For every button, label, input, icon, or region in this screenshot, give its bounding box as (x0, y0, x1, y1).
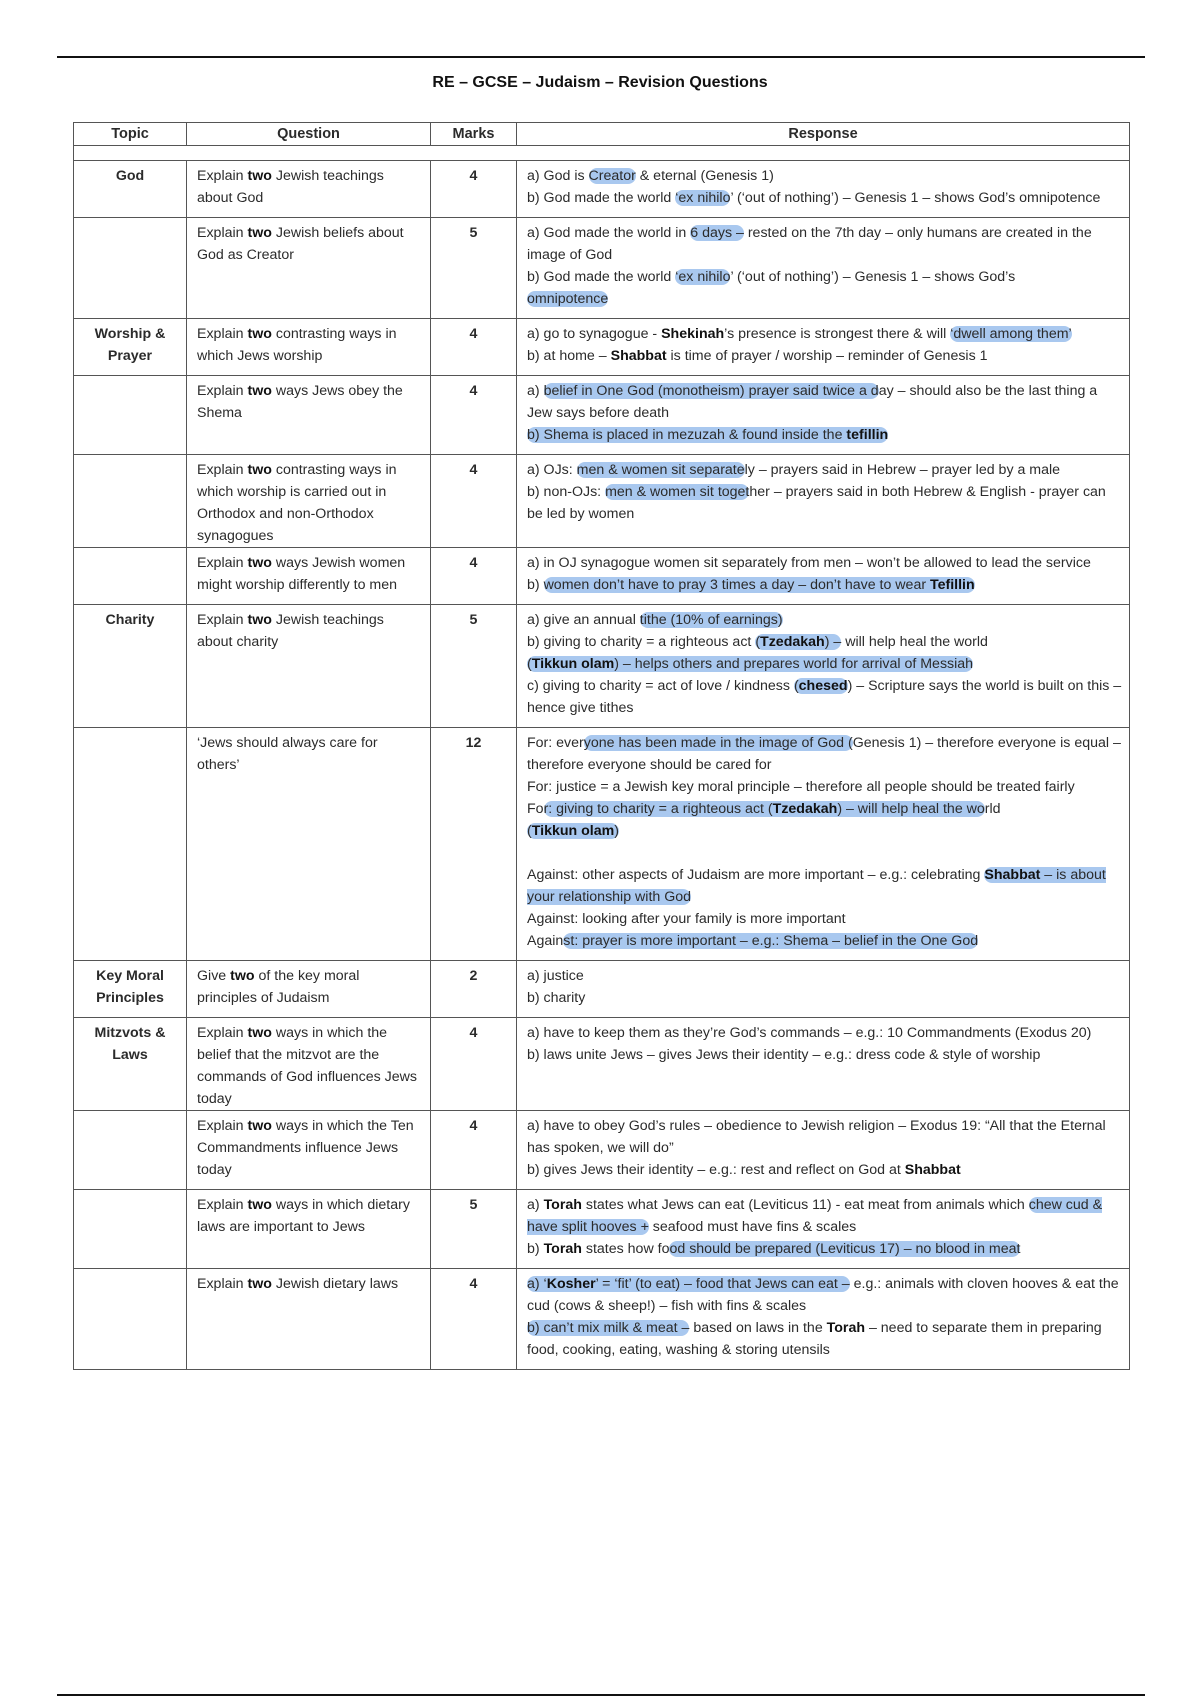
question-text-start: Explain (197, 1025, 248, 1041)
question-text-end: Jewish beliefs about God as Creator (197, 225, 404, 263)
highlighted-text: (Tikkun olam) – helps others and prepares world for arrival of Messiah (527, 656, 974, 672)
question-text-start: Explain (197, 168, 248, 184)
response-line (527, 288, 1123, 310)
question-text-bold: two (247, 326, 272, 342)
response-line: b) God made the world ‘ex nihilo’ (‘out of nothing’) – Genesis 1 – shows God’s omnipotence (527, 190, 1101, 206)
question-cell (187, 1190, 431, 1269)
question-text-start: Explain (197, 326, 248, 342)
question-cell (187, 161, 431, 218)
highlighted-text: Creator (588, 168, 636, 184)
question-text-start: Explain (197, 555, 248, 571)
question-text-start: Explain (197, 462, 248, 478)
bottom-rule (57, 1694, 1145, 1696)
marks-cell: 4 (431, 1018, 517, 1111)
topic-label: Mitzvots & Laws (94, 1025, 166, 1063)
question-text-bold: two (247, 225, 272, 241)
top-rule (57, 56, 1145, 58)
blank-line (527, 842, 1123, 864)
highlighted-text: a) ‘Kosher’ = ‘fit’ (to eat) – food that Jews can eat – (527, 1276, 850, 1292)
topic-cell (74, 1190, 187, 1269)
response-cell (517, 376, 1130, 455)
response-line: For: justice = a Jewish key moral principle – therefore all people should be treated fairly (527, 779, 1075, 795)
question-text-end: contrasting ways in which worship is carried out in Orthodox and non-Orthodox synagogues (197, 462, 397, 544)
response-line: a) justice (527, 968, 584, 984)
question-text-start: Explain (197, 1118, 248, 1134)
topic-cell (74, 376, 187, 455)
highlighted-text: r: giving to charity = a righteous act (Tzedakah) – will help heal the wo (543, 801, 985, 817)
response-cell (517, 548, 1130, 605)
marks-cell: 4 (431, 376, 517, 455)
marks-cell: 4 (431, 548, 517, 605)
revision-table (73, 122, 1130, 1370)
table-row (74, 218, 1130, 319)
question-text-start: Explain (197, 612, 248, 628)
table-row (74, 728, 1130, 961)
question-text-end: ways Jewish women might worship differently to men (197, 555, 406, 593)
question-cell (187, 1269, 431, 1370)
table-row (74, 961, 1130, 1018)
marks-cell: 4 (431, 319, 517, 376)
response-line: b) women don’t have to pray 3 times a day – don’t have to wear Tefillin (527, 577, 975, 593)
response-line: a) ‘Kosher’ = ‘fit’ (to eat) – food that Jews can eat – e.g.: animals with cloven hooves & eat the cud (cows & sheep!) – fish with fins & scales (527, 1276, 1119, 1314)
response-line: a) Torah states what Jews can eat (Leviticus 11) - eat meat from animals which chew cud & have split hooves + seafood must have fins & scales (527, 1197, 1103, 1235)
response-line: a) God is Creator & eternal (Genesis 1) (527, 168, 774, 184)
response-line (527, 424, 1123, 446)
topic-cell (74, 319, 187, 376)
header-marks: Marks (431, 123, 517, 146)
topic-cell (74, 455, 187, 548)
response-line: a) OJs: men & women sit separately – prayers said in Hebrew – prayer led by a male (527, 462, 1061, 478)
response-cell (517, 218, 1130, 319)
highlighted-text: belief in One God (monotheism) prayer said twice a d (543, 383, 879, 399)
response-line: b) God made the world ‘ex nihilo’ (‘out of nothing’) – Genesis 1 – shows God’s (527, 269, 1016, 285)
topic-cell (74, 961, 187, 1018)
marks-cell: 5 (431, 605, 517, 728)
marks-cell: 12 (431, 728, 517, 961)
marks-cell: 4 (431, 455, 517, 548)
header-topic: Topic (74, 123, 187, 146)
table-row (74, 1190, 1130, 1269)
response-line (527, 653, 1123, 675)
response-line: c) giving to charity = act of love / kindness (chesed) – Scripture says the world is built on this – hence give tithes (527, 678, 1122, 716)
question-text-end: Jewish teachings about God (197, 168, 384, 206)
question-text-bold: two (247, 462, 272, 478)
highlighted-text: chew cud & have split hooves + (527, 1197, 1103, 1235)
topic-label: Charity (105, 612, 155, 628)
question-text-start: Explain (197, 225, 248, 241)
response-cell (517, 455, 1130, 548)
highlighted-text: women don’t have to pray 3 times a day – don’t have to wear Tefillin (543, 577, 975, 593)
table-row (74, 605, 1130, 728)
response-line: a) go to synagogue - Shekinah’s presence is strongest there & will ‘dwell among them’ (527, 326, 1072, 342)
response-line: Against: looking after your family is more important (527, 911, 846, 927)
question-text-end: ways in which the belief that the mitzvot are the commands of God influences Jews today (197, 1025, 418, 1107)
table-row (74, 1269, 1130, 1370)
response-cell (517, 1018, 1130, 1111)
question-text-bold: two (247, 555, 272, 571)
highlighted-text: men & women sit separate (576, 462, 745, 478)
question-text-start: ‘Jews should always care for others’ (197, 735, 378, 773)
header-row (74, 123, 1130, 146)
topic-cell (74, 605, 187, 728)
response-line: a) God made the world in 6 days – rested on the 7th day – only humans are created in the image of God (527, 225, 1092, 263)
response-line: For: giving to charity = a righteous act (Tzedakah) – will help heal the world (527, 801, 1001, 817)
response-line: Against: other aspects of Judaism are more important – e.g.: celebrating Shabbat – is about your relationship with God (527, 867, 1106, 905)
topic-cell (74, 1269, 187, 1370)
response-line: b) Torah states how food should be prepared (Leviticus 17) – no blood in meat (527, 1241, 1021, 1257)
question-text-bold: two (247, 612, 272, 628)
header-question: Question (187, 123, 431, 146)
question-text-bold: two (247, 1197, 272, 1213)
response-line: b) charity (527, 990, 586, 1006)
question-text-end: ways Jews obey the Shema (197, 383, 403, 421)
table-row (74, 376, 1130, 455)
highlighted-text: st: prayer is more important – e.g.: Shema – belief in the One God (563, 933, 979, 949)
question-text-start: Give (197, 968, 231, 984)
response-line: b) at home – Shabbat is time of prayer / worship – reminder of Genesis 1 (527, 348, 988, 364)
header-response: Response (517, 123, 1130, 146)
question-text-bold: two (247, 1118, 272, 1134)
response-cell (517, 961, 1130, 1018)
question-text-bold: two (247, 1276, 272, 1292)
question-text-start: Explain (197, 1197, 248, 1213)
question-cell (187, 1111, 431, 1190)
response-cell (517, 319, 1130, 376)
question-text-bold: two (247, 1025, 272, 1041)
question-text-end: Jewish dietary laws (271, 1276, 399, 1292)
question-text-end: ways in which dietary laws are important to Jews (197, 1197, 410, 1235)
table-row (74, 1018, 1130, 1111)
table-row (74, 161, 1130, 218)
question-text-bold: two (230, 968, 255, 984)
response-cell (517, 1190, 1130, 1269)
table-row (74, 1111, 1130, 1190)
highlighted-text: men & women sit toget (605, 484, 750, 500)
question-cell (187, 961, 431, 1018)
response-line: b) can’t mix milk & meat – based on laws in the Torah – need to separate them in preparing food, cooking, eating, washing & storing utensils (527, 1320, 1102, 1358)
highlighted-text: Shabbat – is about your relationship with God (527, 867, 1106, 905)
highlighted-text: ‘ex nihilo (675, 269, 731, 285)
topic-cell (74, 1018, 187, 1111)
topic-cell (74, 1111, 187, 1190)
highlighted-text: ‘ex nihilo (675, 190, 731, 206)
marks-cell: 2 (431, 961, 517, 1018)
highlighted-text: b) can’t mix milk & meat – (527, 1320, 690, 1336)
topic-cell (74, 218, 187, 319)
question-text-bold: two (247, 383, 272, 399)
question-text-end: contrasting ways in which Jews worship (197, 326, 397, 364)
question-text-start: Explain (197, 383, 248, 399)
question-cell (187, 376, 431, 455)
response-line: For: everyone has been made in the image of God (Genesis 1) – therefore everyone is equal – therefore everyone should be cared for (527, 735, 1121, 773)
response-line: Against: prayer is more important – e.g.: Shema – belief in the One God (527, 933, 979, 949)
response-line: a) in OJ synagogue women sit separately from men – won’t be allowed to lead the service (527, 555, 1091, 571)
response-line: b) gives Jews their identity – e.g.: rest and reflect on God at Shabbat (527, 1162, 961, 1178)
highlighted-text: (chesed (793, 678, 848, 694)
response-line: a) give an annual tithe (10% of earnings) (527, 612, 783, 628)
highlighted-text: omnipotence (527, 291, 609, 307)
marks-cell: 4 (431, 1111, 517, 1190)
highlighted-text: 6 days – (690, 225, 744, 241)
topic-cell (74, 728, 187, 961)
highlighted-text: tithe (10% of earnings) (639, 612, 783, 628)
question-text-end: of the key moral principles of Judaism (197, 968, 360, 1006)
response-line: a) have to obey God’s rules – obedience to Jewish religion – Exodus 19: “All that the Eternal has spoken, we will do” (527, 1118, 1106, 1156)
table-row (74, 319, 1130, 376)
response-line: a) have to keep them as they’re God’s commands – e.g.: 10 Commandments (Exodus 20) (527, 1025, 1092, 1041)
question-cell (187, 728, 431, 961)
highlighted-text: yone has been made in the image of God ( (583, 735, 853, 751)
response-cell (517, 605, 1130, 728)
spacer-row (74, 146, 1130, 161)
topic-cell (74, 161, 187, 218)
question-cell (187, 605, 431, 728)
question-text-end: ways in which the Ten Commandments influence Jews today (197, 1118, 414, 1178)
question-cell (187, 319, 431, 376)
response-cell (517, 161, 1130, 218)
response-line (527, 820, 1123, 842)
response-cell (517, 1111, 1130, 1190)
highlighted-text: od should be prepared (Leviticus 17) – no blood in meat (669, 1241, 1021, 1257)
question-text-start: Explain (197, 1276, 248, 1292)
marks-cell: 4 (431, 161, 517, 218)
response-cell (517, 1269, 1130, 1370)
page-title: RE – GCSE – Judaism – Revision Questions (432, 74, 768, 91)
topic-label: God (115, 168, 145, 184)
response-line: b) laws unite Jews – gives Jews their identity – e.g.: dress code & style of worship (527, 1047, 1041, 1063)
question-text-bold: two (247, 168, 272, 184)
highlighted-text: (Tikkun olam) (527, 823, 619, 839)
highlighted-text: (Tzedakah) – (755, 634, 842, 650)
table-row (74, 548, 1130, 605)
topic-cell (74, 548, 187, 605)
highlighted-text: b) Shema is placed in mezuzah & found inside the tefillin (527, 427, 889, 443)
response-cell (517, 728, 1130, 961)
table-row (74, 455, 1130, 548)
topic-label: Key Moral Principles (96, 968, 164, 1006)
highlighted-text: ‘dwell among them’ (950, 326, 1072, 342)
question-cell (187, 1018, 431, 1111)
topic-label: Worship & Prayer (94, 326, 166, 364)
question-cell (187, 455, 431, 548)
question-text-end: Jewish teachings about charity (197, 612, 384, 650)
response-line: a) belief in One God (monotheism) prayer said twice a day – should also be the last thing a Jew says before death (527, 383, 1098, 421)
question-cell (187, 218, 431, 319)
marks-cell: 4 (431, 1269, 517, 1370)
marks-cell: 5 (431, 1190, 517, 1269)
marks-cell: 5 (431, 218, 517, 319)
response-line: b) non-OJs: men & women sit together – prayers said in both Hebrew & English - prayer can be led by women (527, 484, 1106, 522)
question-cell (187, 548, 431, 605)
response-line: b) giving to charity = a righteous act (Tzedakah) – will help heal the world (527, 634, 988, 650)
